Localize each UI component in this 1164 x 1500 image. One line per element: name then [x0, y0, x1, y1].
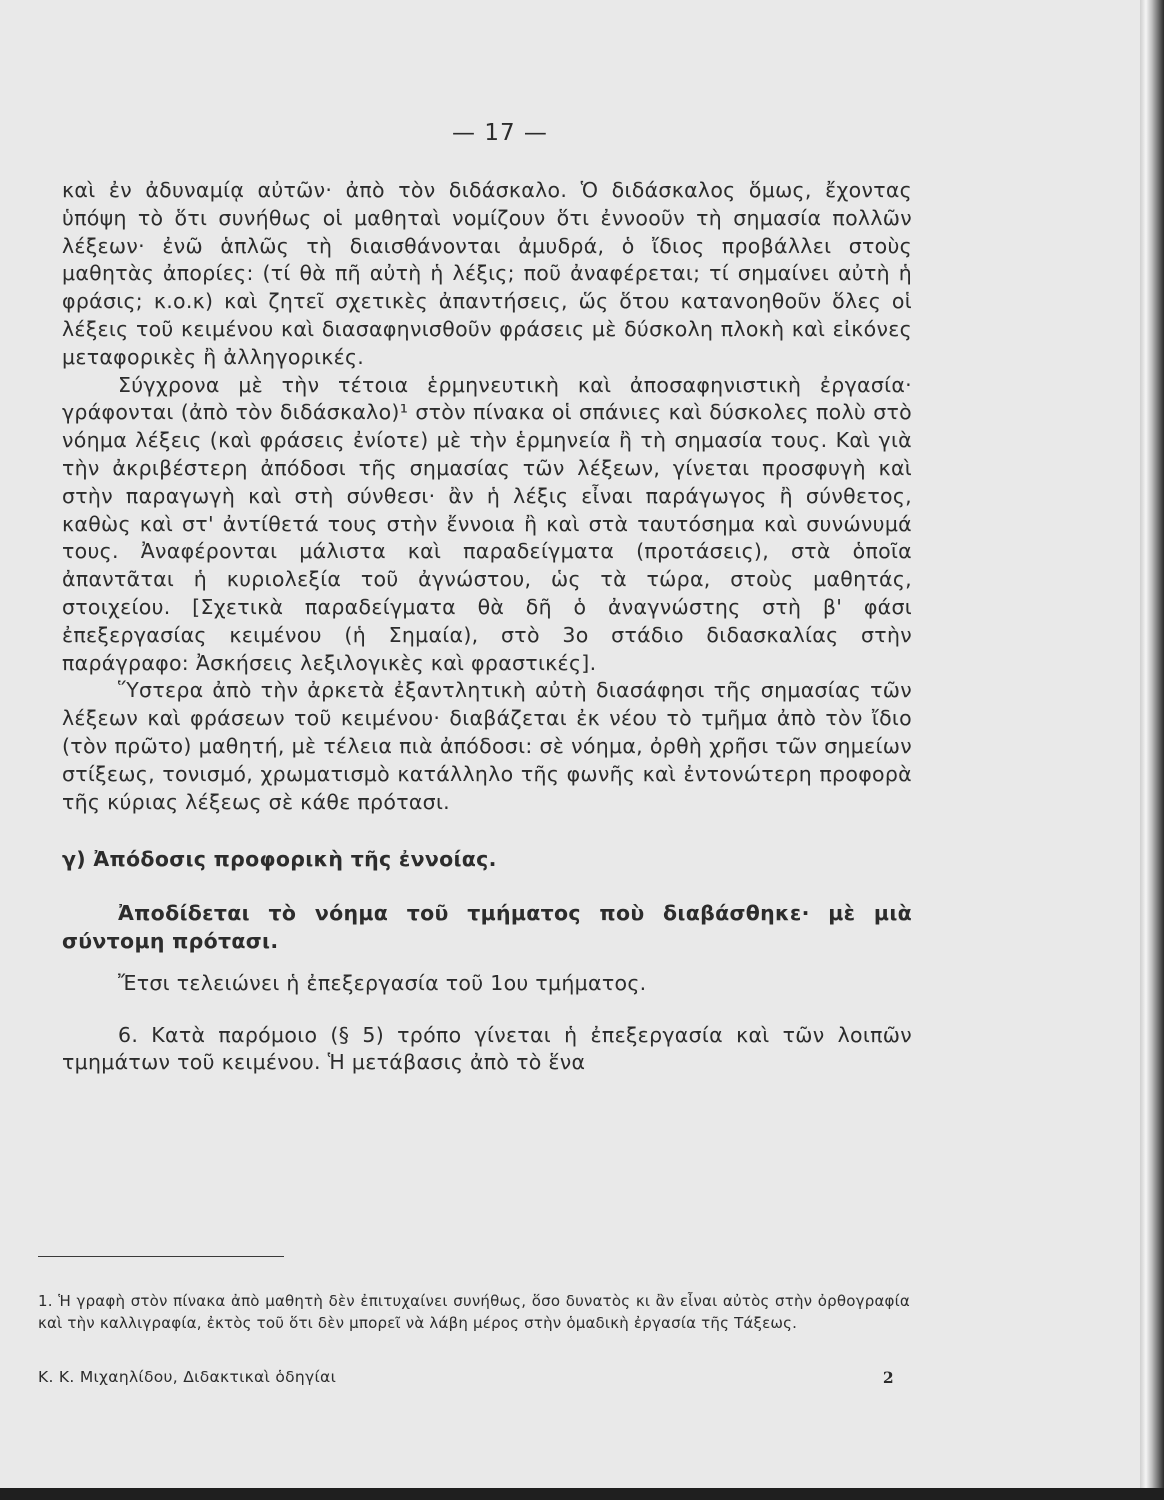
section-heading: γ) Ἀπόδοσις προφορικὴ τῆς ἐννοίας.: [62, 847, 497, 872]
signature-mark: 2: [882, 1368, 894, 1387]
paragraph-2: Σύγχρονα μὲ τὴν τέτοια ἑρμηνευτικὴ καὶ ἀποσαφηνιστικὴ ἐργασία· γράφονται (ἀπὸ τὸν διδάσκαλο)¹ στὸν πίνακα οἱ σπάνιες καὶ δύσκολες πολὺ στὸ νόημα λέξεις (καὶ φράσεις ἐνίοτε) μὲ τὴν ἑρμηνεία ἢ τὴ σημασία τους. Καὶ γιὰ τὴν ἀκριβέστερη ἀπόδοσι τῆς σημασίας τῶν λέξεων, γίνεται προσφυγὴ καὶ στὴν παραγωγὴ καὶ στὴ σύνθεσι· ἂν ἡ λέξις εἶναι παράγωγος ἢ σύνθετος, καθὼς καὶ στ' ἀντίθετά τους στὴν ἔννοια ἢ καὶ στὰ ταυτόσημα καὶ συνώνυμά τους. Ἀναφέρονται μάλιστα καὶ παραδείγματα (προτάσεις), στὰ ὁποῖα ἀπαντᾶται ἡ κυριολεξία τοῦ ἀγνώστου, ὡς τὰ τώρα, στοὺς μαθητάς, στοιχείου. [Σχετικὰ παραδείγματα θὰ δῆ ὁ ἀναγνώστης στὴ β' φάσι ἐπεξεργασίας κειμένου (ἡ Σημαία), στὸ 3ο στάδιο διδασκαλίας στὴν παράγραφο: Ἀσκήσεις λεξιλογικὲς καὶ φραστικές].: [62, 372, 912, 675]
paragraph-3: Ὕστερα ἀπὸ τὴν ἀρκετὰ ἐξαντλητικὴ αὐτὴ διασάφησι τῆς σημασίας τῶν λέξεων καὶ φράσεων τοῦ κειμένου· διαβάζεται ἐκ νέου τὸ τμῆμα ἀπὸ τὸν ἴδιο (τὸν πρῶτο) μαθητή, μὲ τέλεια πιὰ ἀπόδοσι: σὲ νόημα, ὀρθὴ χρῆσι τῶν σημείων στίξεως, τονισμό, χρωματισμὸ κατάλληλο τῆς φωνῆς καὶ ἐντονώτερη προφορὰ τῆς κύριας λέξεως σὲ κάθε πρότασι.: [62, 678, 912, 814]
footer-title: Κ. Κ. Μιχαηλίδου, Διδακτικαὶ ὁδηγίαι: [38, 1368, 337, 1386]
paragraph-6: 6. Κατὰ παρόμοιο (§ 5) τρόπο γίνεται ἡ ἐπεξεργασία καὶ τῶν λοιπῶν τμημάτων τοῦ κειμένου. Ἡ μετάβασις ἀπὸ τὸ ἕνα: [62, 1022, 912, 1075]
paragraph-4: Ἀποδίδεται τὸ νόημα τοῦ τμήματος ποὺ διαβάσθηκε· μὲ μιὰ σύντομη πρότασι.: [62, 901, 912, 953]
page-number: — 17 —: [452, 120, 548, 146]
page-edge: [1140, 0, 1164, 1500]
footnote-separator: [38, 1256, 284, 1257]
paragraph-5: Ἔτσι τελειώνει ἡ ἐπεξεργασία τοῦ 1ου τμήματος.: [118, 970, 647, 995]
page-bottom-shadow: [0, 1488, 1164, 1500]
footnote: 1. Ἡ γραφὴ στὸν πίνακα ἀπὸ μαθητὴ δὲν ἐπιτυχαίνει συνήθως, ὅσο δυνατὸς κι ἂν εἶναι αὐτὸς στὴν ὀρθογραφία καὶ τὴν καλλιγραφία, ἐκτὸς τοῦ ὅτι δὲν μπορεῖ νὰ λάβη μέρος στὴν ὁμαδικὴ ἐργασία τῆς Τάξεως.: [38, 1292, 910, 1332]
paragraph-1: καὶ ἐν ἀδυναμίᾳ αὐτῶν· ἀπὸ τὸν διδάσκαλο. Ὁ διδάσκαλος ὅμως, ἔχοντας ὑπόψη τὸ ὅτι συνήθως οἱ μαθηταὶ νομίζουν ὅτι ἐννοοῦν τὴ σημασία πολλῶν λέξεων· ἐνῶ ἁπλῶς τὴ διαισθάνονται ἀμυδρά, ὁ ἴδιος προβάλλει στοὺς μαθητὰς ἀπορίες: (τί θὰ πῆ αὐτὴ ἡ λέξις; ποῦ ἀναφέρεται; τί σημαίνει αὐτὴ ἡ φράσις; κ.ο.κ) καὶ ζητεῖ σχετικὲς ἀπαντήσεις, ὥς ὅτου καταvοηθοῦν ὅλες οἱ λέξεις τοῦ κειμένου καὶ διασαφηνισθοῦν φράσεις μὲ δύσκολη πλοκὴ καὶ εἰκόνες μεταφορικὲς ἢ ἀλληγορικές.: [62, 178, 912, 369]
page-footer: [38, 1368, 894, 1386]
body-text: [62, 177, 912, 1077]
